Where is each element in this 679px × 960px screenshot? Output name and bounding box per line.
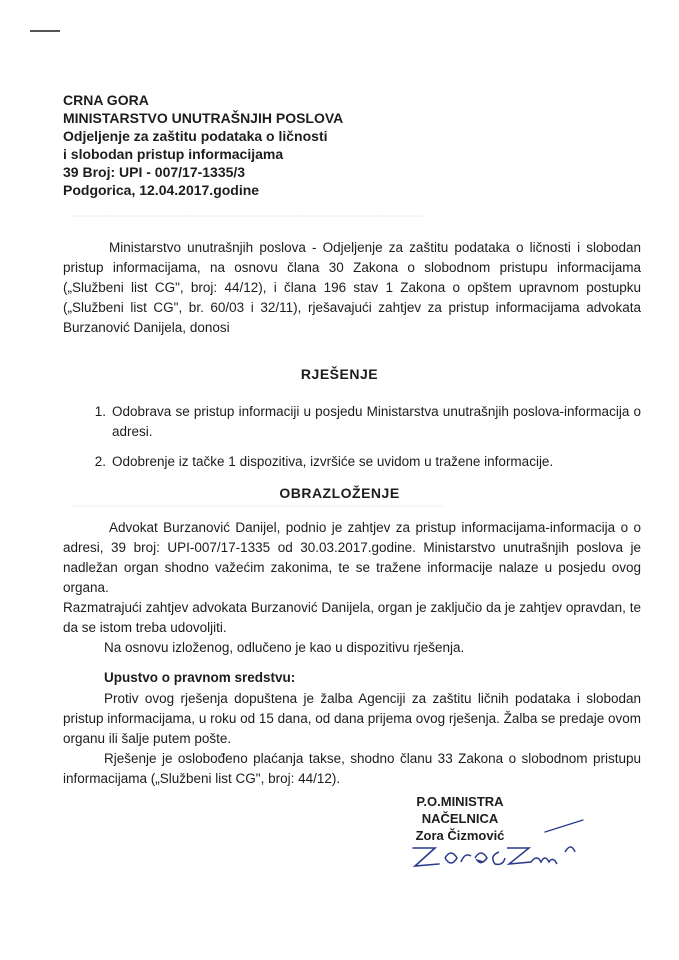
item-text: Odobrenje iz tačke 1 dispozitiva, izvršiće se uvidom u tražene informacije. [112, 454, 554, 469]
intro-paragraph: Ministarstvo unutrašnjih poslova - Odjeljenje za zaštitu podataka o ličnosti i slobodan pristup informacijama, na osnovu člana 30 Zakona o slobodnom pristupu informacijama („Službeni list CG", broj: 44/12), i člana 196 stav 1 Zakona o opštem upravnom postupku („Službeni list CG", br. 60/03 i 32/11), rješavajući zahtjev za pristup informacijama advokata Burzanović Danijela, donosi [63, 240, 641, 335]
signatory-title: P.O.MINISTRA [416, 794, 504, 809]
decision-title: RJEŠENJE [300, 366, 379, 382]
item-number: 1. [94, 404, 106, 419]
item-number: 2. [94, 454, 106, 469]
signatory-position: NAČELNICA [421, 811, 499, 826]
signatory-name: Zora Čizmović [415, 828, 505, 843]
tax-exemption-text: Rješenje je oslobođeno plaćanja takse, shodno članu 33 Zakona o slobodnom pristupu informacijama („Službeni list CG", broj: 44/12). [63, 751, 641, 786]
decision-item [88, 452, 641, 472]
decision-item [88, 402, 641, 442]
bleed-through-text: ━━━━━━━━━━━━━━━━━━━━━━━━━━━━━━━━━━━━━━━━━━━━━━━━━━━━━━━━ [72, 501, 443, 513]
place-date: Podgorica, 12.04.2017.godine [63, 182, 260, 198]
reasoning-paragraph-3: Na osnovu izloženog, odlučeno je kao u dispozitivu rješenja. [104, 640, 465, 655]
reasoning-paragraph-2: Razmatrajući zahtjev advokata Burzanović Danijela, organ je zaključio da je zahtjev opravdan, te da se istom treba udovoljiti. [63, 600, 641, 635]
reasoning-title: OBRAZLOŽENJE [279, 485, 400, 501]
country-name: CRNA GORA [63, 92, 149, 108]
department-name: Odjeljenje za zaštitu podataka o ličnosti [63, 128, 328, 144]
handwritten-signature [395, 812, 585, 872]
reasoning-paragraph-1: Advokat Burzanović Danijel, podnio je zahtjev za pristup informacijama-informacija o o adresi, 39 broj: UPI-007/17-1335 od 30.03.2017.godine. Ministarstvo unutrašnjih poslova je nadležan organ shodno važećim zakonima, te se tražene informacije nalaze u posjedu ovog organa. [63, 520, 641, 595]
legal-remedy-heading: Upustvo o pravnom sredstvu: [104, 670, 296, 685]
reference-number: 39 Broj: UPI - 007/17-1335/3 [63, 164, 246, 180]
ministry-name: MINISTARSTVO UNUTRAŠNJIH POSLOVA [63, 110, 344, 126]
issuer-header [63, 91, 343, 199]
department-name-cont: i slobodan pristup informacijama [63, 146, 284, 162]
bleed-through-text: ━━━━━━━━━━━━━━━━━━━━━━━━━━━━━━━━━━━━━━━━━━━━━━━━━━━━━ [72, 211, 423, 223]
legal-remedy-text: Protiv ovog rješenja dopuštena je žalba Agenciji za zaštitu ličnih podataka i slobodan pristup informacijama, u roku od 15 dana, od dana prijema ovog rješenja. Žalba se predaje ovom organu ili šalje putem pošte. [63, 691, 641, 746]
scan-mark [30, 30, 60, 32]
item-text: Odobrava se pristup informaciji u posjedu Ministarstva unutrašnjih poslova-informacija o adresi. [112, 404, 641, 439]
